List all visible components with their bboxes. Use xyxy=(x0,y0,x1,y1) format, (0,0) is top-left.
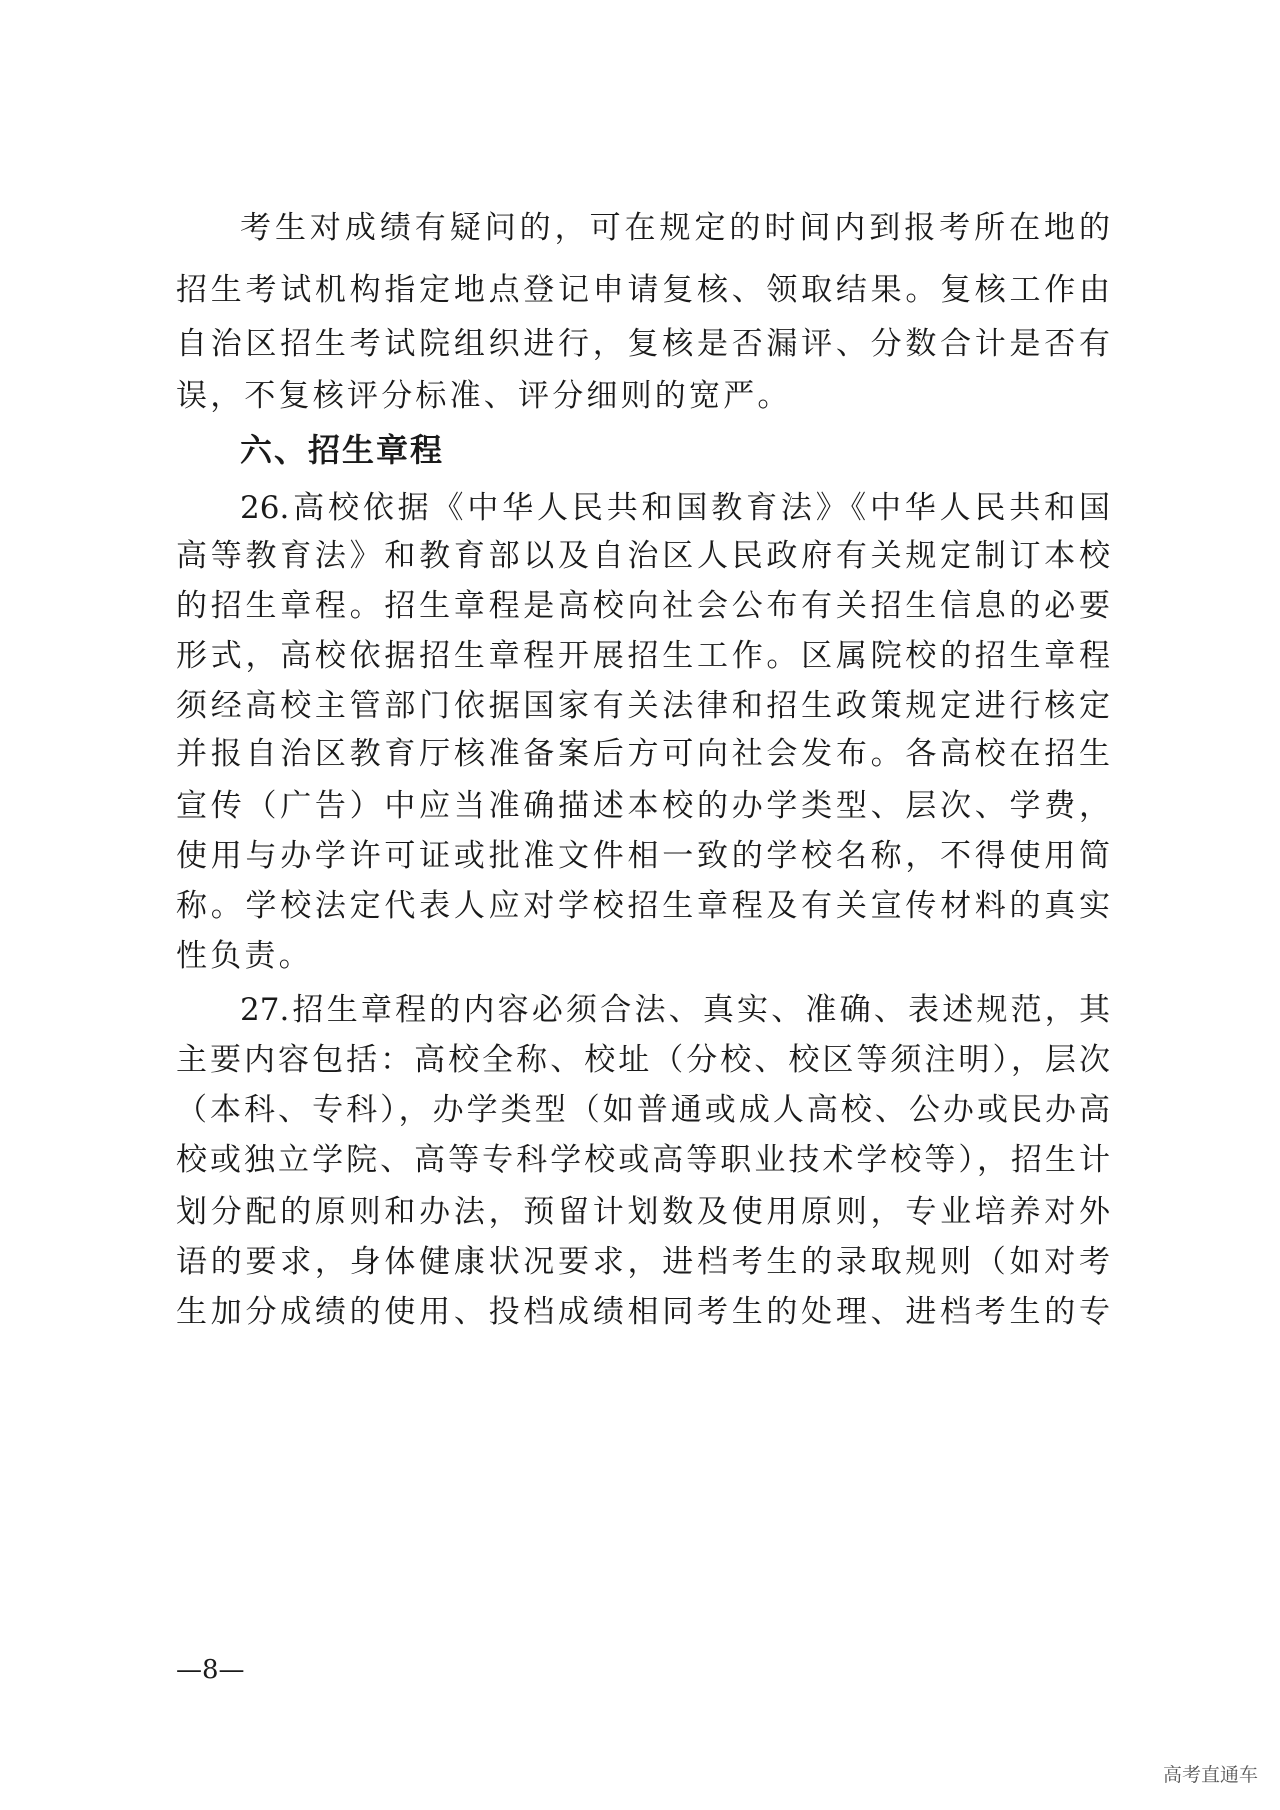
paragraph-26-line-3: 的招生章程。招生章程是高校向社会公布有关招生信息的必要 xyxy=(176,588,1110,624)
paragraph-26-line-5: 须经高校主管部门依据国家有关法律和招生政策规定进行核定 xyxy=(176,688,1110,724)
page-number: —8— xyxy=(176,1655,245,1685)
section-heading: 六、招生章程 xyxy=(240,431,445,469)
paragraph-1-line-4: 误，不复核评分标准、评分细则的宽严。 xyxy=(176,378,792,414)
watermark: 高考直通车 xyxy=(1162,1764,1258,1786)
paragraph-26-line-2: 高等教育法》和教育部以及自治区人民政府有关规定制订本校 xyxy=(176,538,1110,574)
paragraph-1-line-1: 考生对成绩有疑问的，可在规定的时间内到报考所在地的 xyxy=(240,210,1110,246)
paragraph-27-line-6: 语的要求，身体健康状况要求，进档考生的录取规则（如对考 xyxy=(176,1244,1110,1280)
paragraph-27-line-3: （本科、专科），办学类型（如普通或成人高校、公办或民办高 xyxy=(176,1092,1110,1128)
paragraph-1-line-2: 招生考试机构指定地点登记申请复核、领取结果。复核工作由 xyxy=(176,272,1110,308)
paragraph-1-line-3: 自治区招生考试院组织进行，复核是否漏评、分数合计是否有 xyxy=(176,326,1110,362)
paragraph-26-line-1: 26.高校依据《中华人民共和国教育法》《中华人民共和国 xyxy=(240,490,1110,526)
paragraph-27-line-1: 27.招生章程的内容必须合法、真实、准确、表述规范，其 xyxy=(240,992,1110,1028)
paragraph-27-line-7: 生加分成绩的使用、投档成绩相同考生的处理、进档考生的专 xyxy=(176,1294,1110,1330)
paragraph-26-line-8: 使用与办学许可证或批准文件相一致的学校名称，不得使用简 xyxy=(176,838,1110,874)
paragraph-27-line-5: 划分配的原则和办法，预留计划数及使用原则，专业培养对外 xyxy=(176,1194,1110,1230)
paragraph-26-line-9: 称。学校法定代表人应对学校招生章程及有关宣传材料的真实 xyxy=(176,888,1110,924)
paragraph-26-line-10: 性负责。 xyxy=(176,938,313,974)
paragraph-27-line-4: 校或独立学院、高等专科学校或高等职业技术学校等），招生计 xyxy=(176,1142,1110,1178)
paragraph-26-line-4: 形式，高校依据招生章程开展招生工作。区属院校的招生章程 xyxy=(176,638,1110,674)
paragraph-26-line-6: 并报自治区教育厅核准备案后方可向社会发布。各高校在招生 xyxy=(176,736,1110,772)
paragraph-26-line-7: 宣传（广告）中应当准确描述本校的办学类型、层次、学费， xyxy=(176,788,1110,824)
paragraph-27-line-2: 主要内容包括：高校全称、校址（分校、校区等须注明），层次 xyxy=(176,1042,1110,1078)
